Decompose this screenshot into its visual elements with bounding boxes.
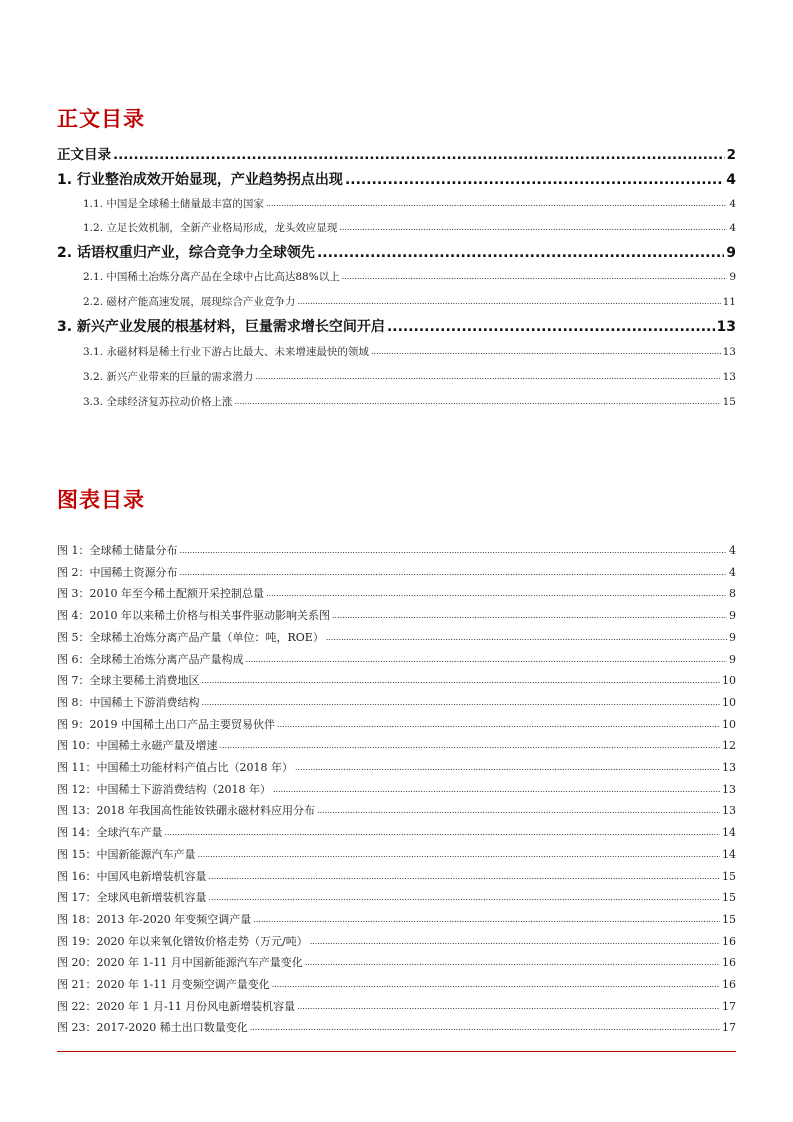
leader-dots — [250, 1019, 720, 1035]
leader-dots — [387, 318, 715, 336]
leader-dots — [339, 220, 727, 235]
leader-dots — [180, 564, 728, 580]
figures-title: 图表目录 — [57, 488, 145, 512]
toc-entry-label: 1.2. 立足长效机制，全新产业格局形成，龙头效应显现 — [83, 222, 338, 234]
leader-dots — [326, 629, 727, 645]
figure-entry[interactable] — [57, 912, 736, 927]
figure-entry[interactable] — [57, 999, 736, 1014]
leader-dots — [113, 146, 725, 164]
toc-entry[interactable] — [83, 395, 736, 409]
figure-entry-label: 图 9：2019 中国稀土出口产品主要贸易伙伴 — [57, 717, 275, 731]
toc-title: 正文目录 — [57, 107, 145, 131]
figure-entry-page: 9 — [729, 630, 736, 644]
figure-entry-page: 14 — [722, 826, 736, 840]
leader-dots — [209, 889, 721, 905]
toc-entry-page: 4 — [726, 172, 736, 188]
figure-entry-label: 图 16：中国风电新增装机容量 — [57, 869, 207, 883]
toc-entry-label: 3. 新兴产业发展的根基材料，巨量需求增长空间开启 — [57, 319, 385, 335]
figure-entry[interactable] — [57, 695, 736, 710]
toc-entry-page: 13 — [722, 371, 736, 383]
figure-entry-page: 10 — [722, 717, 736, 731]
figure-entry-page: 16 — [722, 978, 736, 991]
figure-entry-label: 图 3：2010 年至今稀土配额开采控制总量 — [57, 587, 264, 601]
leader-dots — [198, 846, 721, 862]
leader-dots — [310, 933, 720, 949]
figure-entry-label: 图 23：2017-2020 稀土出口数量变化 — [57, 1021, 248, 1035]
figure-entry-page: 12 — [722, 739, 736, 753]
figure-entry-label: 图 5：全球稀土冶炼分离产品产量（单位：吨，ROE） — [57, 630, 324, 644]
leader-dots — [342, 269, 728, 284]
figure-entry-label: 图 7：全球主要稀土消费地区 — [57, 674, 200, 688]
leader-dots — [332, 607, 727, 623]
toc-entry-page: 9 — [726, 245, 736, 261]
toc-entry[interactable] — [57, 318, 736, 336]
toc-entry-label: 3.2. 新兴产业带来的巨量的需求潜力 — [83, 371, 254, 383]
toc-entry-label: 2.2. 磁材产能高速发展，展现综合产业竞争力 — [83, 296, 296, 308]
figure-entry[interactable] — [57, 955, 736, 970]
toc-entry[interactable] — [83, 221, 736, 235]
footer-divider — [57, 1051, 736, 1052]
toc-entry-label: 正文目录 — [57, 147, 111, 163]
toc-entry-label: 1. 行业整治成效开始显现，产业趋势拐点出现 — [57, 172, 343, 188]
toc-entry-page: 9 — [729, 271, 736, 283]
toc-entry-page: 4 — [729, 222, 736, 234]
figure-entry[interactable] — [57, 934, 736, 949]
figure-entry[interactable] — [57, 586, 736, 601]
figure-entry-label: 图 6：全球稀土冶炼分离产品产量构成 — [57, 652, 244, 666]
figure-entry-page: 8 — [729, 587, 736, 601]
figure-entry[interactable] — [57, 673, 736, 688]
figure-entry[interactable] — [57, 543, 736, 558]
figure-entry[interactable] — [57, 760, 736, 775]
leader-dots — [266, 585, 727, 601]
leader-dots — [317, 244, 724, 262]
toc-entry[interactable] — [83, 295, 736, 309]
figure-entry[interactable] — [57, 630, 736, 645]
figure-entry-label: 图 14：全球汽车产量 — [57, 826, 163, 840]
figure-entry-page: 15 — [722, 912, 736, 926]
leader-dots — [165, 824, 721, 840]
leader-dots — [305, 954, 720, 970]
toc-entry[interactable] — [83, 197, 736, 211]
figure-entry-page: 14 — [722, 847, 736, 861]
figure-entry-page: 15 — [722, 891, 736, 905]
figure-entry-page: 13 — [722, 761, 736, 774]
leader-dots — [297, 294, 720, 309]
figure-entry[interactable] — [57, 890, 736, 905]
figure-entry-page: 15 — [722, 869, 736, 883]
figure-entry-label: 图 12：中国稀土下游消费结构（2018 年） — [57, 782, 271, 796]
figure-entry-label: 图 20：2020 年 1-11 月中国新能源汽车产量变化 — [57, 956, 303, 970]
figure-entry-page: 13 — [722, 804, 736, 818]
figure-entry-label: 图 10：中国稀土永磁产量及增速 — [57, 739, 218, 753]
figure-entry-label: 图 17：全球风电新增装机容量 — [57, 891, 207, 905]
figure-entry-label: 图 18：2013 年-2020 年变频空调产量 — [57, 912, 252, 926]
figure-entry-page: 17 — [722, 999, 736, 1013]
figure-entry-label: 图 1：全球稀土储量分布 — [57, 544, 178, 557]
figure-entry[interactable] — [57, 652, 736, 667]
toc-entry-page: 4 — [729, 198, 736, 210]
leader-dots — [255, 369, 720, 384]
toc-entry-page: 13 — [722, 346, 736, 358]
figure-entry-label: 图 22：2020 年 1 月-11 月份风电新增装机容量 — [57, 999, 296, 1013]
figure-entry-label: 图 13：2018 年我国高性能钕铁硼永磁材料应用分布 — [57, 804, 315, 818]
leader-dots — [317, 802, 720, 818]
leader-dots — [234, 394, 720, 409]
figure-entry-page: 9 — [729, 609, 736, 623]
figure-entry[interactable] — [57, 869, 736, 884]
figure-entry-page: 17 — [722, 1021, 736, 1035]
figure-entry-page: 4 — [729, 544, 736, 557]
leader-dots — [273, 781, 720, 797]
leader-dots — [266, 196, 727, 211]
figure-entry[interactable] — [57, 825, 736, 840]
leader-dots — [295, 759, 720, 775]
toc-entry[interactable] — [83, 345, 736, 359]
figure-entry-page: 13 — [722, 782, 736, 796]
figure-entry[interactable] — [57, 847, 736, 862]
figure-entry-page: 16 — [722, 934, 736, 948]
figure-entry-page: 16 — [722, 956, 736, 970]
leader-dots — [277, 716, 720, 732]
figure-entry[interactable] — [57, 977, 736, 992]
figure-entry[interactable] — [57, 1020, 736, 1035]
figure-entry-page: 9 — [729, 652, 736, 666]
figure-entry[interactable] — [57, 782, 736, 797]
leader-dots — [202, 694, 721, 710]
toc-entry-page: 13 — [716, 319, 736, 335]
figure-entry-label: 图 4：2010 年以来稀土价格与相关事件驱动影响关系图 — [57, 609, 330, 623]
leader-dots — [246, 651, 728, 667]
toc-entry-page: 11 — [722, 296, 736, 308]
figure-entry-page: 10 — [722, 695, 736, 709]
toc-entry-page: 15 — [722, 396, 736, 408]
figure-entry-label: 图 15：中国新能源汽车产量 — [57, 847, 196, 861]
leader-dots — [272, 976, 720, 992]
toc-entry-label: 3.1. 永磁材料是稀土行业下游占比最大、未来增速最快的领域 — [83, 346, 369, 358]
toc-entry[interactable] — [83, 270, 736, 284]
figure-entry[interactable] — [57, 738, 736, 753]
leader-dots — [253, 911, 720, 927]
leader-dots — [202, 672, 721, 688]
figure-entry[interactable] — [57, 803, 736, 818]
figure-entry-label: 图 11：中国稀土功能材料产值占比（2018 年） — [57, 761, 293, 774]
figure-entry-label: 图 2：中国稀土资源分布 — [57, 565, 178, 579]
figure-entry-label: 图 19：2020 年以来氧化镨钕价格走势（万元/吨） — [57, 934, 308, 948]
figure-entry[interactable] — [57, 717, 736, 732]
leader-dots — [220, 737, 721, 753]
toc-entry[interactable] — [57, 244, 736, 262]
figure-entry-label: 图 8：中国稀土下游消费结构 — [57, 695, 200, 709]
figure-entry[interactable] — [57, 565, 736, 580]
figure-entry-page: 10 — [722, 674, 736, 688]
leader-dots — [297, 998, 720, 1014]
leader-dots — [371, 344, 721, 359]
figure-entry-page: 4 — [729, 565, 736, 579]
leader-dots — [180, 542, 728, 558]
toc-entry[interactable] — [83, 370, 736, 384]
toc-entry[interactable] — [57, 171, 736, 189]
figure-entry-label: 图 21：2020 年 1-11 月变频空调产量变化 — [57, 978, 270, 991]
figure-entry[interactable] — [57, 608, 736, 623]
leader-dots — [209, 868, 721, 884]
toc-entry-page: 2 — [726, 147, 736, 163]
toc-entry-label: 3.3. 全球经济复苏拉动价格上涨 — [83, 396, 233, 408]
toc-entry-label: 2.1. 中国稀土冶炼分离产品在全球中占比高达88%以上 — [83, 271, 340, 283]
leader-dots — [345, 171, 724, 189]
toc-entry-label: 2. 话语权重归产业，综合竞争力全球领先 — [57, 245, 315, 261]
toc-entry[interactable] — [57, 146, 736, 164]
toc-entry-label: 1.1. 中国是全球稀土储量最丰富的国家 — [83, 198, 264, 210]
